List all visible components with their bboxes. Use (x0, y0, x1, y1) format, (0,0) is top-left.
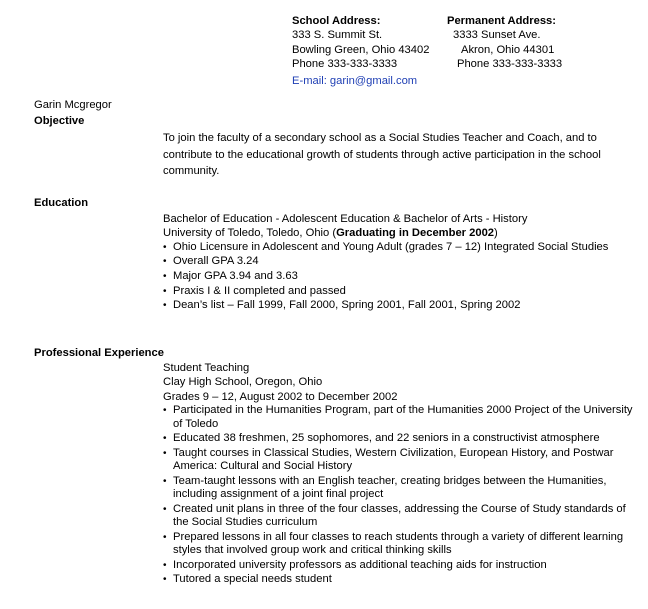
applicant-name: Garin Mcgregor (34, 99, 112, 111)
school-address-city: Bowling Green, Ohio 43402 (292, 43, 430, 56)
list-item: • Team-taught lessons with an English teacher, creating bridges between the Humanities, including assignment of a joint final project (163, 475, 633, 502)
school-name: University of Toledo, Toledo, Ohio ( (163, 227, 337, 240)
list-item: • Tutored a special needs student (163, 573, 633, 586)
objective-text: To join the faculty of a secondary school as a Social Studies Teacher and Coach, and to contribute to the educational growth of students through active participation in the school community. (163, 132, 601, 177)
list-item: • Overall GPA 3.24 (163, 255, 633, 268)
experience-heading: Professional Experience (34, 347, 164, 359)
education-heading: Education (34, 197, 89, 209)
email-link[interactable]: E-mail: garin@gmail.com (292, 74, 418, 87)
list-item: • Educated 38 freshmen, 25 sophomores, and 22 seniors in a constructivist atmosphere (163, 432, 633, 445)
list-item: • Incorporated university professors as additional teaching aids for instruction (163, 559, 633, 572)
school-info (163, 226, 633, 240)
permanent-address-phone: Phone 333-333-3333 (457, 58, 563, 71)
list-item: • Participated in the Humanities Program, part of the Humanities 2000 Project of the University of Toledo (163, 404, 633, 431)
list-item: • Taught courses in Classical Studies, Western Civilization, European History, and Postwar America: Cultural and Social History (163, 447, 633, 474)
education-bullets (163, 241, 633, 313)
dates: Grades 9 – 12, August 2002 to December 2002 (163, 390, 398, 403)
list-item: • Created unit plans in three of the four classes, addressing the Course of Study standards of the Social Studies curriculum (163, 503, 633, 530)
role: Student Teaching (163, 362, 250, 374)
degree: Bachelor of Education - Adolescent Education & Bachelor of Arts - History (163, 213, 528, 225)
graduation-date: Graduating in December 2002 (336, 227, 495, 240)
list-item: • Ohio Licensure in Adolescent and Young Adult (grades 7 – 12) Integrated Social Studies (163, 241, 633, 254)
school-address (292, 14, 429, 88)
school-address-street: 333 S. Summit St. (292, 29, 383, 42)
permanent-address-title: Permanent Address: (447, 15, 557, 27)
objective-heading: Objective (34, 115, 85, 127)
employer: Clay High School, Oregon, Ohio (163, 376, 323, 389)
permanent-address-street: 3333 Sunset Ave. (453, 29, 541, 42)
school-address-title: School Address: (292, 15, 381, 27)
experience-bullets (163, 404, 633, 587)
list-item: • Major GPA 3.94 and 3.63 (163, 270, 633, 283)
school-address-phone: Phone 333-333-3333 (292, 58, 398, 71)
list-item: • Praxis I & II completed and passed (163, 285, 633, 298)
permanent-address-city: Akron, Ohio 44301 (461, 43, 555, 56)
experience-section (163, 361, 633, 588)
list-item: • Dean’s list – Fall 1999, Fall 2000, Spring 2001, Fall 2001, Spring 2002 (163, 299, 633, 312)
school-suffix: ) (494, 227, 498, 240)
education-section (163, 212, 633, 314)
list-item: • Prepared lessons in all four classes to reach students through a variety of different learning styles that involved group work and critical thinking skills (163, 531, 633, 558)
permanent-address (447, 14, 562, 72)
